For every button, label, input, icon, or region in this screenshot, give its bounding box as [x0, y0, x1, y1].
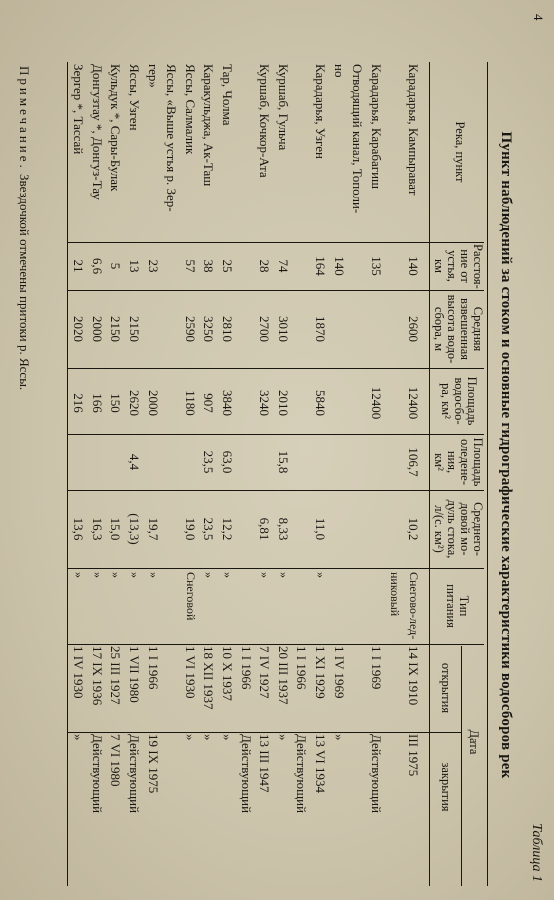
cell-type: » — [276, 572, 291, 578]
column-divider — [68, 644, 484, 645]
cell-type: » — [90, 572, 105, 578]
cell-mod: 12,2 — [220, 517, 235, 541]
note-label: Примечание. — [17, 66, 32, 171]
column-divider — [68, 290, 484, 291]
table-caption: Пункт наблюдений за стоком и основные гидрографические характеристики водосборов рек — [498, 131, 514, 779]
cell-dist: 38 — [201, 259, 217, 273]
cell-dist: 74 — [275, 259, 291, 273]
cell-area: 3240 — [257, 390, 273, 416]
header-river: Река, пункт — [453, 121, 467, 183]
cell-open: 1 VII 1980 — [127, 646, 142, 703]
header-runoff-modulus: Среднего- довой мо- дуль стока, л/(с. км²) — [432, 499, 485, 559]
cell-river: но — [331, 64, 347, 78]
cell-close: » — [71, 734, 87, 741]
cell-dist: 140 — [331, 256, 347, 276]
cell-type: Снегово-лед- — [407, 572, 421, 640]
cell-dist: 21 — [71, 259, 87, 273]
cell-dist: 135 — [368, 256, 384, 276]
table-label: Таблица 1 — [529, 823, 544, 882]
page-number: 4 — [531, 14, 546, 21]
cell-height: 2020 — [71, 316, 87, 342]
cell-mod: 19,7 — [145, 517, 161, 541]
cell-open: 17 IX 1936 — [89, 646, 105, 706]
cell-close: 13 VI 1934 — [313, 734, 328, 793]
cell-glac: 106,7 — [406, 447, 421, 477]
cell-mod: 19,0 — [182, 517, 198, 541]
header-bottom-rule — [429, 62, 430, 886]
cell-river: Зергер *, Тассай — [71, 64, 87, 155]
cell-river: Ясcы, Салмалик — [182, 64, 198, 155]
cell-dist: 25 — [220, 259, 235, 273]
cell-dist: 28 — [257, 259, 273, 273]
cell-area: 12400 — [368, 386, 384, 420]
cell-dist: 164 — [313, 256, 328, 276]
cell-type: » — [202, 572, 217, 578]
cell-open: 1 IV 1969 — [331, 646, 347, 699]
header-date: Дата — [467, 729, 481, 755]
cell-type: » — [128, 572, 142, 578]
cell-glac: 4,4 — [127, 453, 142, 471]
cell-open: 1 IV 1930 — [71, 646, 87, 699]
cell-open: 10 X 1937 — [220, 646, 235, 701]
cell-height: 2000 — [89, 316, 105, 342]
cell-type: Снеговой — [183, 572, 198, 621]
column-divider — [68, 568, 484, 569]
cell-open: 14 IX 1910 — [406, 646, 421, 706]
cell-close: III 1975 — [406, 734, 421, 777]
cell-type: » — [314, 572, 328, 578]
cell-area: 166 — [89, 393, 105, 413]
cell-dist: 57 — [182, 259, 198, 273]
cell-river: Карадарья, Кампырават — [406, 64, 421, 196]
cell-height: 2150 — [127, 316, 142, 342]
cell-mod: 16,3 — [89, 517, 105, 541]
cell-close: » — [201, 734, 217, 741]
cell-close: 19 IX 1975 — [145, 734, 161, 794]
cell-height: 1870 — [313, 316, 328, 342]
cell-area: 5840 — [313, 390, 328, 416]
cell-close: » — [331, 734, 347, 741]
cell-mod: 13,6 — [71, 517, 87, 541]
cell-open: 20 III 1937 — [275, 646, 291, 705]
header-basin-area: Площадь водосбо- ра, км² — [439, 376, 479, 426]
cell-height: 2150 — [108, 316, 124, 342]
cell-type: » — [258, 572, 273, 578]
cell-open: 1 I 1966 — [238, 646, 254, 690]
cell-river: Куршаб, Гульча — [275, 64, 291, 151]
cell-dist: 23 — [145, 259, 161, 273]
cell-dist: 5 — [108, 262, 124, 270]
cell-height: 3010 — [275, 316, 291, 342]
note-text: Звездочкой отмечены притоки р. Ясcы. — [17, 174, 32, 391]
cell-height: 2590 — [182, 316, 198, 342]
cell-dist: 140 — [406, 256, 421, 276]
cell-type: » — [109, 572, 124, 578]
cell-close: Действующий — [368, 734, 384, 814]
cell-height: 2810 — [220, 316, 235, 342]
cell-close: Действующий — [238, 734, 254, 814]
header-glacier-area: Площадь оледене- ния, км² — [432, 437, 485, 487]
cell-mod: 15,0 — [108, 517, 124, 541]
cell-close: » — [182, 734, 198, 741]
cell-close: 7 VI 1980 — [108, 734, 124, 787]
table-top-rule — [487, 62, 488, 886]
cell-mod: 23,5 — [201, 517, 217, 541]
column-divider — [68, 434, 484, 435]
cell-height: 2700 — [257, 316, 273, 342]
cell-mod: 10,2 — [406, 517, 421, 541]
cell-height: 2600 — [406, 316, 421, 342]
cell-river: Ясcы, Узген — [127, 64, 142, 131]
cell-area: 150 — [108, 393, 124, 413]
cell-area: 2620 — [127, 390, 142, 416]
cell-river: Карадарья, Узген — [313, 64, 328, 159]
cell-river: Куршаб, Кочкор-Ата — [257, 64, 273, 178]
cell-type: никовый — [388, 572, 403, 617]
table-bottom-rule — [67, 62, 68, 886]
cell-area: 12400 — [406, 386, 421, 420]
cell-river: Тар, Чолма — [220, 64, 235, 126]
cell-area: 216 — [71, 393, 87, 413]
cell-dist: 13 — [127, 259, 142, 273]
cell-river: Кульдук *, Сары-Булак — [108, 64, 124, 192]
cell-open: 7 IV 1927 — [257, 646, 273, 699]
header-opening: открытия — [439, 662, 453, 714]
cell-area: 2000 — [145, 390, 161, 416]
date-subheader-rule — [461, 646, 462, 886]
cell-close: Действующий — [89, 734, 105, 814]
cell-type: » — [221, 572, 235, 578]
cell-mod: (13,3) — [127, 513, 142, 545]
cell-glac: 23,5 — [201, 450, 217, 474]
cell-glac: 63,0 — [220, 450, 235, 474]
cell-area: 3840 — [220, 390, 235, 416]
cell-close: Действующий — [294, 734, 310, 814]
cell-close: Действующий — [127, 734, 142, 814]
cell-area: 2010 — [275, 390, 291, 416]
cell-open: 1 I 1966 — [145, 646, 161, 690]
table-note — [16, 66, 32, 390]
cell-river: Донгузтау *, Донгуз-Тау — [89, 64, 105, 200]
cell-open: 25 III 1927 — [108, 646, 124, 705]
column-divider — [68, 242, 484, 243]
cell-open: 1 I 1966 — [294, 646, 310, 690]
cell-mod: 8,33 — [275, 517, 291, 541]
column-divider — [68, 732, 462, 733]
header-mean-height: Средняя взвешенная высота водо- сбора, м — [432, 294, 485, 364]
cell-open: 18 XII 1937 — [201, 646, 217, 710]
cell-close: » — [220, 734, 235, 741]
header-feed-type: Тип питания — [444, 584, 471, 628]
cell-river: гер» — [145, 64, 161, 88]
cell-mod: 11,0 — [313, 517, 328, 541]
cell-glac: 15,8 — [275, 450, 291, 474]
cell-dist: 6,6 — [89, 257, 105, 275]
cell-open: 1 XI 1929 — [313, 646, 328, 699]
column-divider — [68, 490, 484, 491]
cell-river: Каракульджа, Ак-Таш — [201, 64, 217, 187]
cell-height: 3250 — [201, 316, 217, 342]
cell-area: 1180 — [182, 390, 198, 416]
column-divider — [68, 368, 484, 369]
cell-river: Отводящий канал, Тополи- — [350, 64, 366, 214]
header-closing: закрытия — [439, 762, 453, 812]
cell-type: » — [72, 572, 87, 578]
cell-mod: 6,81 — [257, 517, 273, 541]
header-distance: Расстоя- ние от устья, км — [432, 244, 485, 289]
cell-area: 907 — [201, 393, 217, 413]
cell-river: Карадарья, Карабагиш — [368, 64, 384, 190]
cell-close: » — [275, 734, 291, 741]
cell-open: 1 I 1969 — [368, 646, 384, 690]
cell-close: 13 III 1947 — [257, 734, 273, 793]
cell-river: Ясcы, «Выше устья р. Зер- — [164, 64, 180, 212]
cell-type: » — [146, 572, 161, 578]
cell-open: 1 VI 1930 — [182, 646, 198, 699]
